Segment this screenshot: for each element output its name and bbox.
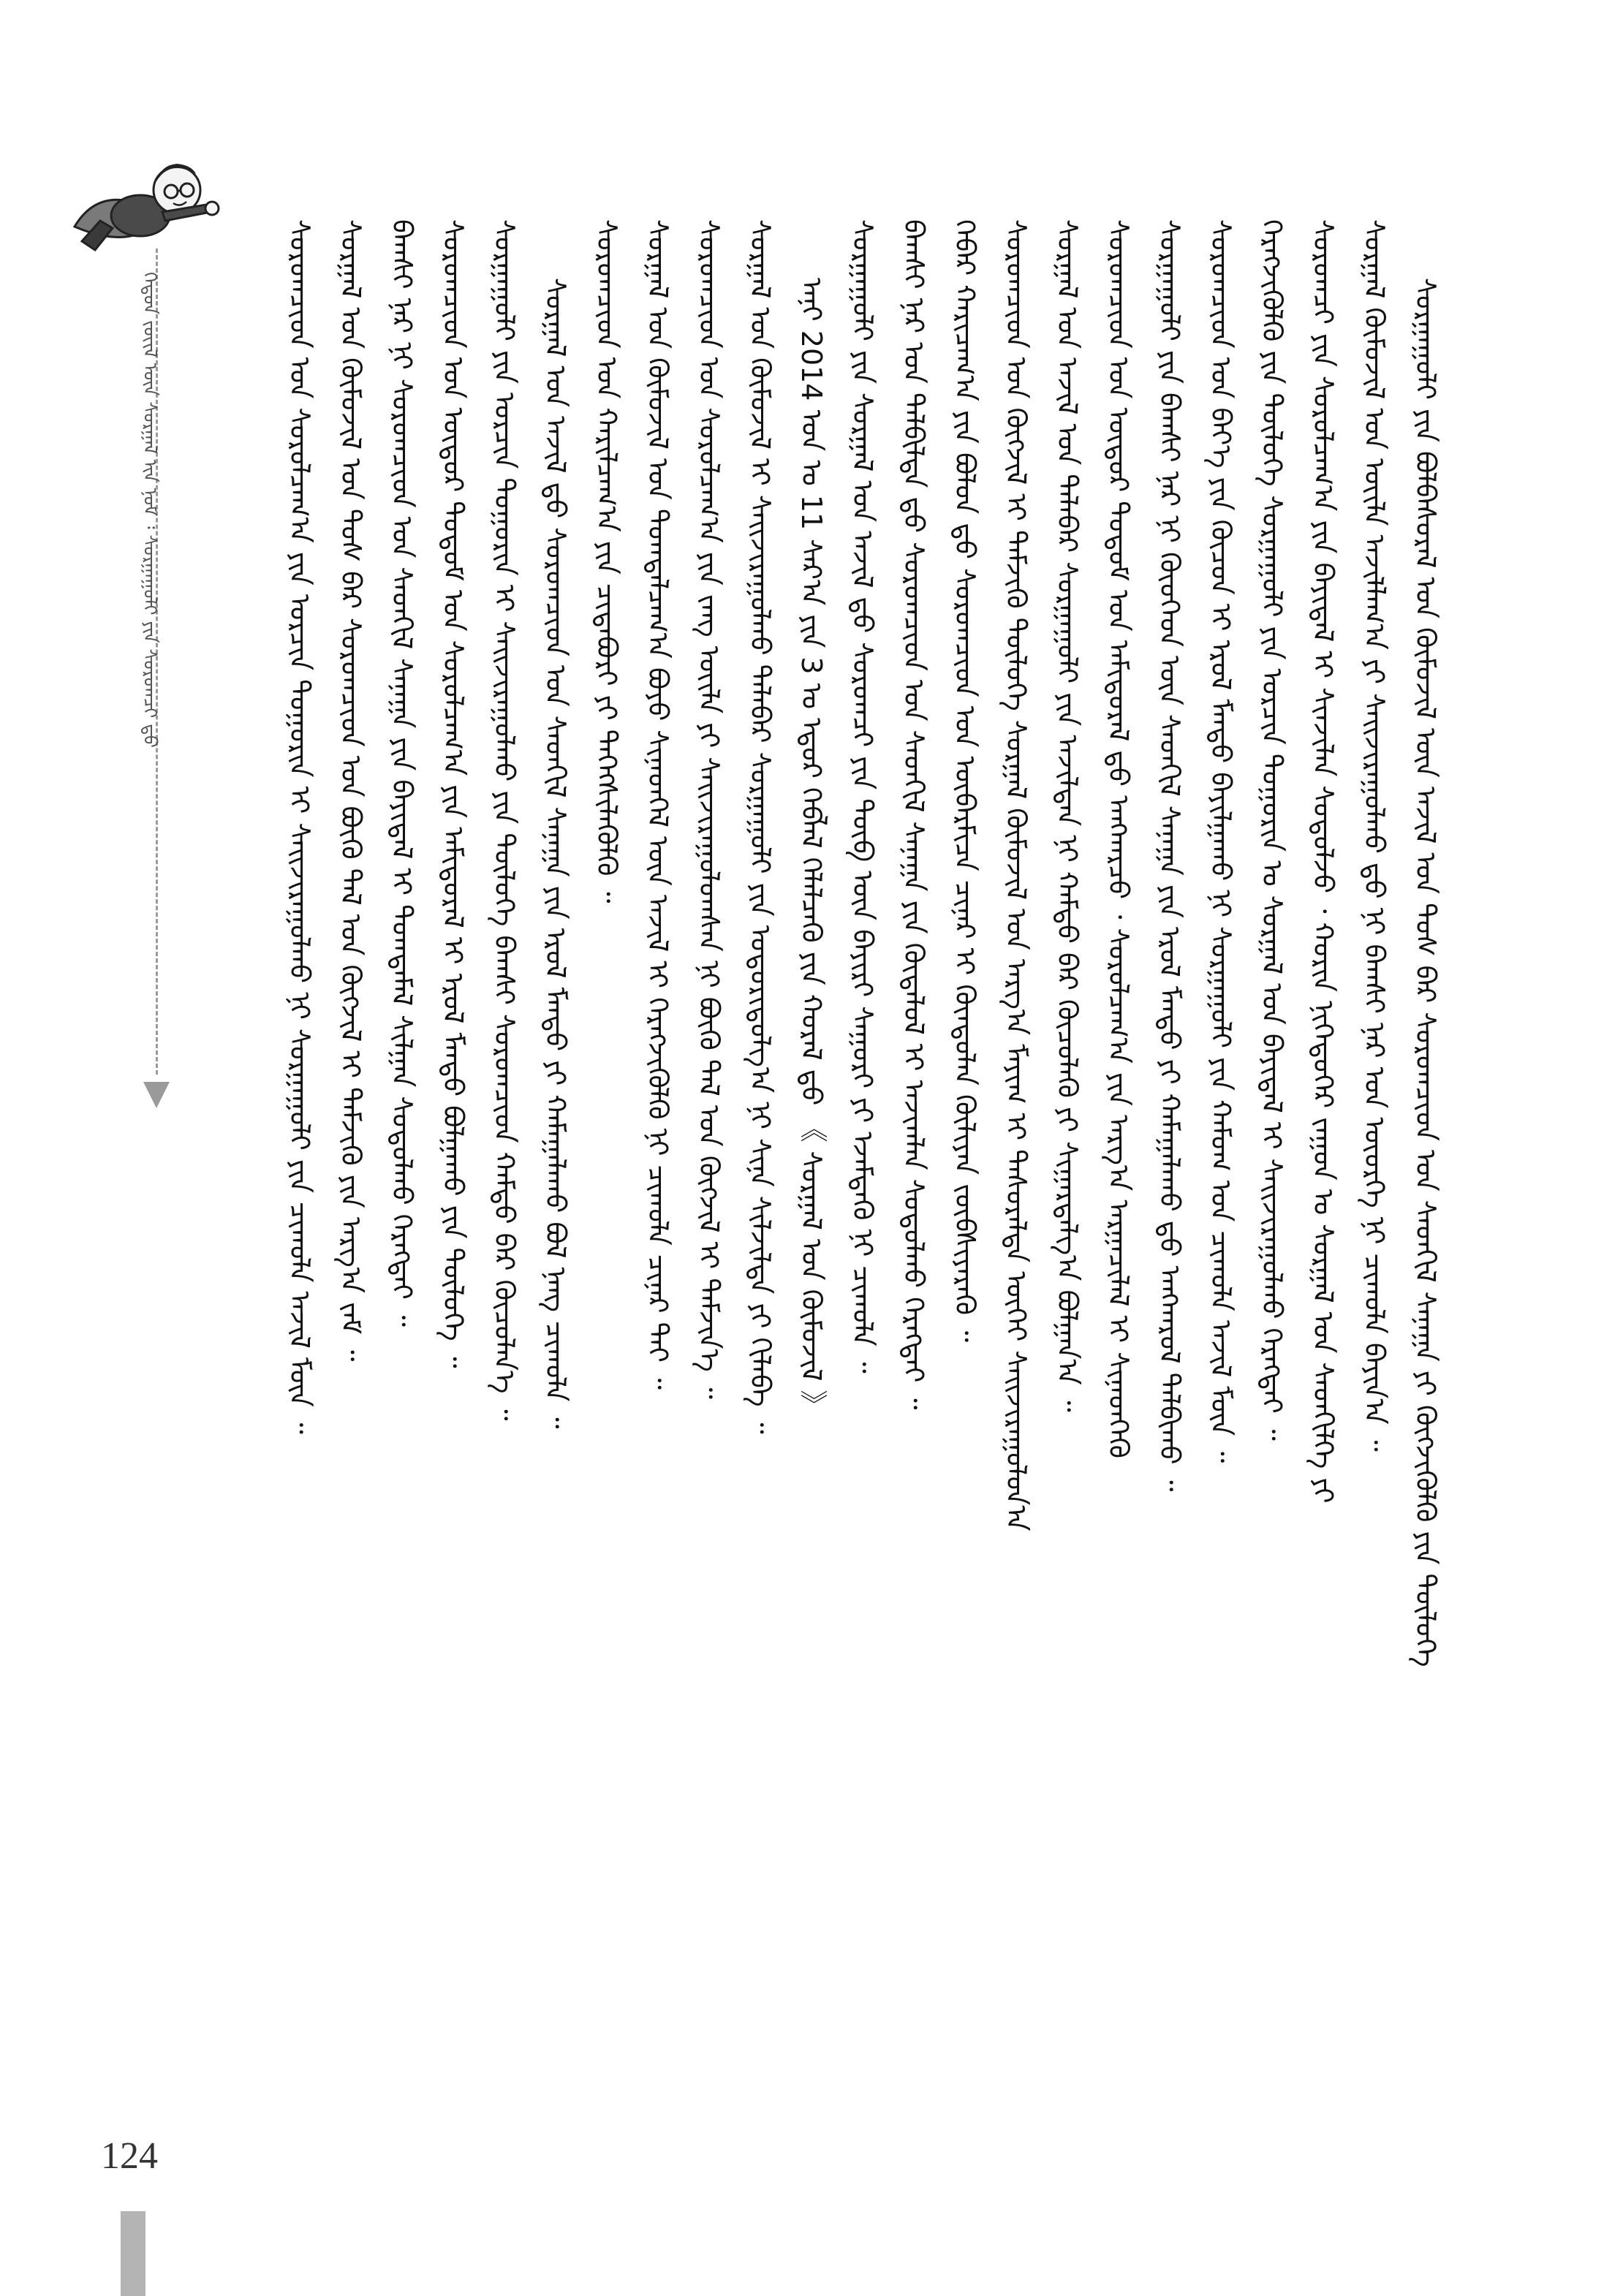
text-column: ᠰᠤᠷᠭᠠᠭᠤᠯᠢ ᠶᠢᠨ ᠰᠤᠷᠭᠠᠯ ᠤᠨ ᠠᠵᠢᠯ ᠳ᠋ᠤ ᠰᠤᠷᠤᠭᠴᠢ ᠶᠢᠨ ᠲᠥᠪ ᠦᠨ ᠪᠠᠶᠢᠷᠢ ᠰᠠᠭᠤᠷᠢ ᠶᠢ ᠡᠵᠡᠮᠳᠡᠬᠦ ᠨᠢ ᠴᠢᠬᠤᠯᠠ ᠃ [847, 219, 879, 1374]
text-column: ᠰᠤᠷᠭᠠᠯ ᠤᠨ ᠬᠦᠮᠦᠵᠢᠯ ᠤᠨ ᠲᠣᠭᠲᠠᠯᠴᠠᠭ᠎ᠠ ᠪᠤᠶᠤ ᠰᠢᠨᠡᠳᠬᠡᠯ ᠦᠨ ᠠᠵᠢᠯ ᠢ ᠬᠡᠷᠡᠭᠵᠢᠭᠦᠯᠬᠦ ᠨᠢ ᠴᠢᠬᠤᠯᠠ ᠴᠢᠨᠠᠷ ᠲᠠᠢ ᠃ [642, 219, 674, 1390]
text-column: ᠰᠤᠷᠤᠭᠴᠢᠳ ᠤᠨ ᠥᠳᠥᠷ ᠲᠤᠲᠤᠮ ᠤᠨ ᠠᠮᠢᠳᠤᠷᠠᠯ ᠳ᠋ᠤ ᠠᠩᠬᠠᠷᠴᠤ ᠂ ᠰᠤᠷᠤᠯᠴᠠᠭ᠎ᠠ ᠶᠢᠨ ᠠᠷᠭ᠎ᠠ ᠠᠷᠭᠠᠴᠢᠯᠠᠯ ᠢ ᠰᠢᠨᠡᠳᠭᠡᠬᠦ [1102, 219, 1135, 1459]
text-column: ᠰᠤᠷᠭᠠᠯ ᠤᠨ ᠠᠵᠢᠯ ᠳ᠋ᠤ ᠰᠤᠷᠤᠭᠴᠢᠳ ᠤᠨ ᠰᠡᠳᠬᠢᠯ ᠰᠠᠨᠠᠭᠠ ᠶᠢᠨ ᠡᠷᠦᠯ ᠮᠡᠨᠳᠦ ᠶᠢ ᠬᠠᠮᠠᠭᠠᠯᠠᠬᠤ ᠪᠣᠯ ᠨᠡᠩ ᠴᠢᠬᠤᠯᠠ ᠃ [540, 278, 572, 1429]
text-column: ᠰᠤᠷᠭᠠᠭᠤᠯᠢ ᠶᠢᠨ ᠪᠣᠯᠪᠠᠰᠤᠷᠠᠯ ᠤᠨ ᠬᠦᠮᠦᠵᠢᠯ ᠦᠨ ᠠᠵᠢᠯ ᠤᠨ ᠲᠤᠰ ᠪᠡᠷ ᠰᠤᠷᠤᠭᠴᠢᠳ ᠤᠨ ᠰᠡᠳᠬᠢᠯ ᠰᠠᠨᠠᠭᠠ ᠶᠢ ᠬᠥᠭᠵᠢᠭᠦᠯᠬᠦ ᠶᠢᠨ ᠲᠦᠯᠦᠭᠡ [1410, 278, 1442, 1667]
text-column: ᠰᠤᠷᠤᠭᠴᠢᠳ ᠤᠨ ᠰᠤᠷᠤᠯᠴᠠᠭ᠎ᠠ ᠶᠢᠨ ᠵᠠᠩ ᠦᠢᠯᠡ ᠶᠢ ᠰᠠᠢᠵᠢᠷᠠᠭᠤᠯᠤᠭᠰᠠᠨ ᠨᠢ ᠪᠦᠬᠦ ᠲᠠᠯ ᠤᠨ ᠬᠥᠭᠵᠢᠯ ᠢ ᠳᠡᠮᠵᠢᠨ᠎ᠡ ᠃ [693, 219, 725, 1399]
text-column: ᠰᠤᠷᠭᠠᠯ ᠤᠨ ᠠᠵᠢᠯ ᠤᠨ ᠲᠠᠯᠠᠪᠠᠷ ᠰᠤᠷᠭᠠᠭᠤᠯᠢ ᠶᠢᠨ ᠠᠵᠢᠯᠲᠠᠨ ᠨᠢ ᠬᠠᠮᠲᠤ ᠪᠡᠷ ᠬᠦᠴᠦᠯᠡᠬᠦ ᠶᠢ ᠰᠢᠭᠠᠷᠳᠠᠯᠭ᠎ᠠ ᠪᠣᠯᠭᠠᠨ᠎ᠠ ᠃ [1051, 219, 1083, 1412]
text-column: ᠰᠤᠷᠭᠠᠭᠤᠯᠢ ᠶᠢᠨ ᠪᠠᠭᠰᠢ ᠨᠠᠷ ᠨᠢ ᠬᠦᠦᠬᠡᠳ ᠦᠨ ᠰᠡᠳᠬᠢᠯ ᠰᠠᠨᠠᠭᠠ ᠶᠢᠨ ᠡᠷᠦᠯ ᠮᠡᠨᠳᠦ ᠶᠢ ᠬᠠᠮᠠᠭᠠᠯᠠᠬᠤ ᠳ᠋ᠤ ᠠᠩᠬᠠᠷᠤᠯ ᠲᠠᠯᠪᠢᠬᠤ ᠃ [1154, 219, 1186, 1492]
page-edge-tab [121, 2211, 145, 2296]
text-column: ᠰᠤᠷᠭᠠᠯ ᠤᠨ ᠬᠦᠮᠦᠵᠢᠯ ᠢ ᠰᠠᠢᠵᠢᠷᠠᠭᠤᠯᠬᠤ ᠲᠠᠯᠠᠪᠠᠷ ᠰᠤᠷᠭᠠᠭᠤᠯᠢ ᠶᠢᠨ ᠤᠳᠤᠷᠢᠳᠤᠯᠭ᠎ᠠ ᠨᠢ ᠰᠢᠨᠡ ᠰᠢᠯᠵᠢᠯᠲᠡ ᠶᠢ ᠬᠢᠯᠡᠪᠡ ᠃ [744, 219, 776, 1434]
text-column: ᠰᠤᠷᠤᠭᠴᠢᠳ ᠤᠨ ᠰᠤᠷᠤᠯᠴᠠᠭ᠎ᠠ ᠶᠢᠨ ᠣᠷᠴᠢᠨ ᠲᠣᠭᠣᠷᠢᠨ ᠢ ᠰᠠᠢᠵᠢᠷᠠᠭᠤᠯᠬᠤ ᠨᠢ ᠰᠤᠷᠭᠠᠭᠤᠯᠢ ᠶᠢᠨ ᠴᠢᠬᠤᠯᠠ ᠠᠵᠢᠯ ᠮᠥᠨ ᠃ [284, 219, 316, 1434]
text-column: ᠰᠤᠷᠭᠠᠯ ᠬᠦᠮᠦᠵᠢᠯ ᠤᠨ ᠦᠢᠯᠡ ᠠᠵᠢᠯᠯᠠᠭ᠎ᠠ ᠶᠢ ᠰᠠᠢᠵᠢᠷᠠᠭᠤᠯᠬᠤ ᠳ᠋ᠤ ᠨᠢ ᠪᠠᠭᠰᠢ ᠨᠠᠷ ᠤᠨ ᠦᠦᠷᠭᠡ ᠨᠢ ᠴᠢᠬᠤᠯᠠ ᠪᠠᠶᠢᠨ᠎ᠠ ᠃ [1358, 219, 1391, 1452]
text-column: ᠬᠡᠪᠡᠷ ᠬᠠᠷᠢᠴᠠᠭ᠎ᠠ ᠶᠢᠨ ᠪᠤᠯᠤᠨ ᠳ᠋ᠤ ᠰᠤᠷᠤᠭᠴᠢᠳ ᠤᠨ ᠥᠪᠡᠷᠮᠢᠴᠡ ᠴᠢᠨᠠᠷ ᠢ ᠬᠦᠨᠳᠦᠯᠡᠨ ᠬᠦᠯᠢᠶᠡᠨ ᠵᠥᠪᠰᠢᠶᠡᠷᠡᠬᠦ ᠃ [949, 219, 981, 1343]
text-column: ᠠᠨᠢ 2014 ᠣᠨ ᠤ 11 ᠰᠠᠷ᠎ᠠ ᠶᠢᠨ 3 ᠤ ᠡᠳᠦᠷ ᠬᠡᠪᠯᠡᠯ ᠬᠡᠯᠡᠯᠴᠡᠬᠦ ᠶᠢᠨ ᠬᠤᠷᠠᠯ ᠳ᠋ᠤ 《 ᠰᠤᠷᠭᠠᠯ ᠤᠨ ᠬᠦᠮᠦᠵᠢᠯ 》 [795, 278, 828, 1418]
text-column: ᠬᠡᠷᠡᠭᠵᠢᠭᠦᠯᠬᠦ ᠶᠢᠨ ᠲᠥᠯᠥᠭᠡ ᠰᠤᠷᠭᠠᠭᠤᠯᠢ ᠶᠢᠨ ᠣᠷᠴᠢᠨ ᠲᠣᠭᠣᠷᠢᠨ ᠤ ᠰᠤᠷᠭᠠᠯ ᠤᠨ ᠪᠠᠶᠢᠳᠠᠯ ᠢ ᠰᠠᠢᠵᠢᠷᠠᠭᠤᠯᠬᠤ ᠬᠡᠷᠡᠭᠲᠡᠶ ᠃ [1256, 219, 1288, 1441]
body-text [208, 219, 1451, 2149]
header-arrow-icon [143, 1082, 170, 1108]
text-column: ᠰᠤᠷᠤᠭᠴᠢᠳ ᠤᠨ ᠬᠥᠭᠵᠢᠯ ᠢ ᠳᠡᠮᠵᠢᠬᠦ ᠲᠥᠯᠥᠭᠡ ᠰᠤᠷᠭᠠᠯ ᠬᠦᠮᠦᠵᠢᠯ ᠤᠨ ᠠᠷᠭ᠎ᠠ ᠮᠠᠶᠢᠭ ᠢ ᠲᠠᠰᠤᠷᠠᠯᠲᠠ ᠦᠭᠡᠢ ᠰᠠᠢᠵᠢᠷᠠᠭᠤᠯᠤᠨ᠎ᠠ [1000, 219, 1032, 1531]
page-number: 124 [101, 2135, 158, 2177]
text-column: ᠰᠤᠷᠭᠠᠯ ᠤᠨ ᠬᠦᠮᠦᠵᠢᠯ ᠤᠨ ᠲᠤᠰ ᠪᠡᠷ ᠰᠤᠷᠤᠭᠴᠢᠳ ᠤᠨ ᠪᠦᠬᠦ ᠲᠠᠯ ᠤᠨ ᠬᠥᠭᠵᠢᠯ ᠢ ᠳᠡᠮᠵᠢᠬᠦ ᠶᠢᠨ ᠠᠷᠭ᠎ᠠ ᠵᠠᠮ ᠃ [335, 219, 367, 1362]
text-column: ᠰᠤᠷᠤᠭᠴᠢᠳ ᠤᠨ ᠥᠳᠥᠷ ᠲᠤᠲᠤᠮ ᠤᠨ ᠰᠤᠷᠤᠯᠴᠠᠭ᠎ᠠ ᠶᠢᠨ ᠠᠮᠢᠳᠤᠷᠠᠯ ᠢ ᠡᠷᠦᠯ ᠮᠡᠨᠳᠦ ᠪᠣᠯᠭᠠᠬᠤ ᠶᠢᠨ ᠲᠥᠯᠥᠭᠡ ᠃ [437, 219, 469, 1368]
text-column: ᠰᠤᠷᠤᠭᠴᠢᠳ ᠤᠨ ᠪᠡᠶ᠎ᠡ ᠶᠢᠨ ᠬᠦᠴᠦᠨ ᠢ ᠡᠷᠦᠯ ᠮᠡᠨᠳᠦ ᠪᠠᠶᠢᠯᠭᠠᠬᠤ ᠨᠢ ᠰᠤᠷᠭᠠᠭᠤᠯᠢ ᠶᠢᠨ ᠬᠠᠮᠤᠭ ᠤᠨ ᠴᠢᠬᠤᠯᠠ ᠠᠵᠢᠯ ᠮᠥᠨ ᠃ [1205, 219, 1237, 1463]
text-column: ᠰᠤᠷᠭᠠᠭᠤᠯᠢ ᠶᠢᠨ ᠣᠷᠴᠢᠨ ᠲᠣᠭᠣᠷᠢᠨ ᠢ ᠰᠠᠢᠵᠢᠷᠠᠭᠤᠯᠬᠤ ᠶᠢᠨ ᠲᠥᠯᠥᠭᠡ ᠪᠠᠭᠰᠢ ᠰᠤᠷᠤᠭᠴᠢᠳ ᠬᠠᠮᠲᠤ ᠪᠡᠷ ᠬᠦᠴᠦᠯᠡᠨ᠎ᠡ ᠃ [488, 219, 521, 1421]
text-column: ᠪᠠᠭᠰᠢ ᠨᠠᠷ ᠨᠢ ᠰᠤᠷᠤᠭᠴᠢᠳ ᠤᠨ ᠰᠡᠳᠬᠢᠯ ᠰᠠᠨᠠᠭᠠ ᠶᠢᠨ ᠪᠠᠶᠢᠳᠠᠯ ᠢ ᠲᠣᠭᠲᠠᠮᠠᠯ ᠰᠢᠯᠭᠠᠨ ᠰᠣᠳᠤᠯᠬᠤ ᠬᠡᠷᠡᠭᠲᠡᠶ ᠃ [386, 219, 418, 1327]
running-header: ᠬᠡᠳᠦᠨ ᠵᠦᠢᠯ ᠦᠨ ᠰᠤᠷᠭᠠᠯ ᠢᠨ ᠨᠣᠮ ᠄ ᠰᠤᠷᠭᠠᠭᠤᠯᠢ ᠶᠢᠨ ᠰᠤᠷᠤᠭᠴᠢ ᠳ᠋ᠤ [140, 272, 161, 748]
text-column: ᠰᠤᠷᠤᠭᠴᠢ ᠶᠢᠨ ᠰᠤᠷᠤᠯᠴᠠᠭ᠎ᠠ ᠶᠢᠨ ᠪᠠᠶᠢᠳᠠᠯ ᠢ ᠰᠢᠨᠵᠢᠯᠡᠨ ᠰᠣᠳᠤᠯᠵᠤ ᠂ ᠬᠣᠷᠢᠨ ᠨᠢᠭᠡᠳᠦᠭᠡᠷ ᠵᠠᠭᠤᠨ ᠤ ᠰᠤᠷᠭᠠᠯ ᠤᠨ ᠰᠡᠳᠬᠢᠯᠭᠡ ᠶᠢ [1307, 219, 1339, 1504]
text-column: ᠪᠠᠭᠰᠢ ᠨᠠᠷ ᠤᠨ ᠲᠠᠯᠪᠢᠯᠲᠠ ᠳ᠋ᠤ ᠰᠤᠷᠤᠭᠴᠢᠳ ᠤᠨ ᠰᠡᠳᠬᠢᠯ ᠰᠠᠨᠠᠭᠠ ᠶᠢᠨ ᠬᠦᠳᠡᠯᠦᠯ ᠢ ᠠᠵᠢᠭᠯᠠᠨ ᠰᠤᠳᠤᠯᠬᠤ ᠬᠡᠷᠡᠭᠲᠡᠶ ᠃ [898, 219, 930, 1410]
text-column: ᠰᠤᠷᠤᠭᠴᠢᠳ ᠤᠨ ᠬᠠᠷᠢᠯᠴᠠᠭ᠎ᠠ ᠶᠢᠨ ᠴᠢᠳᠠᠪᠤᠷᠢ ᠶᠢ ᠳᠡᠭᠡᠭᠰᠢᠯᠡᠭᠦᠯᠬᠦ ᠃ [591, 219, 623, 903]
mascot-illustration [67, 139, 228, 263]
